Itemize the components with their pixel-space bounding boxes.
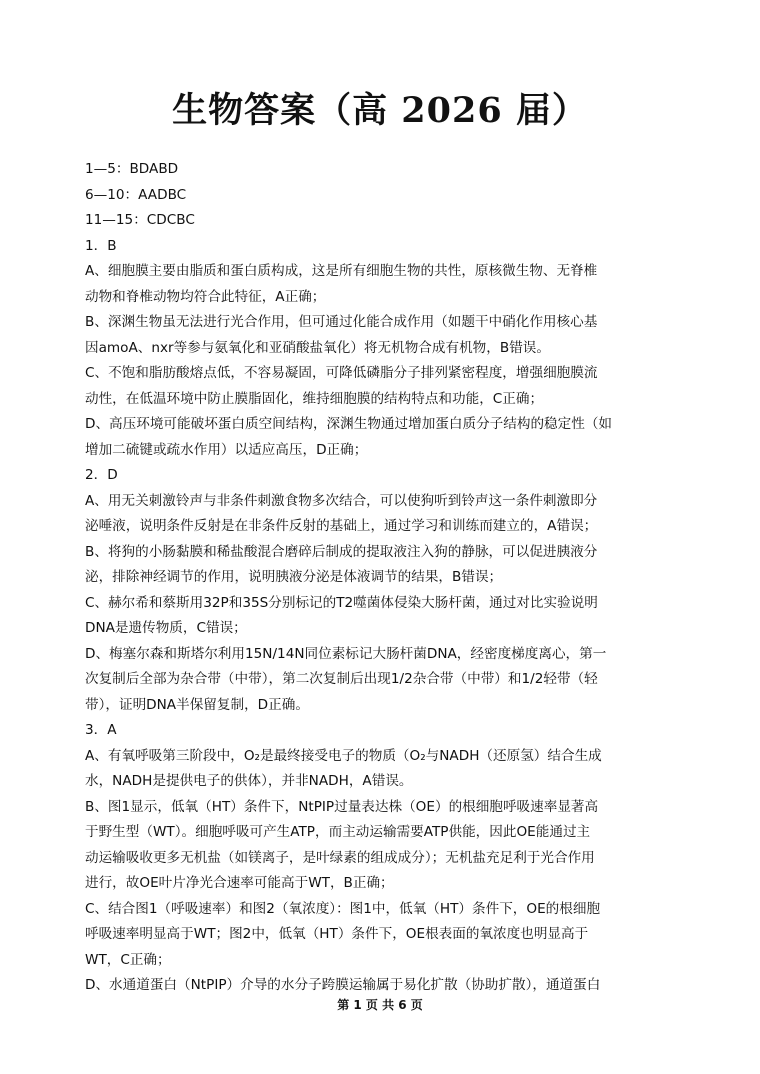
text-line: 动性，在低温环境中防止膜脂固化，维持细胞膜的结构特点和功能，C正确； — [85, 390, 544, 407]
text-line: A、细胞膜主要由脂质和蛋白质构成，这是所有细胞生物的共性，原核微生物、无脊椎 — [85, 263, 598, 279]
text-line: D、梅塞尔森和斯塔尔利用15N/14N同位素标记大肠杆菌DNA，经密度梯度离心，第一 — [85, 645, 607, 662]
text-line: C、结合图1（呼吸速率）和图2（氧浓度）：图1中，低氧（HT）条件下，OE的根细胞 — [85, 900, 601, 917]
text-line: 进行，故OE叶片净光合速率可能高于WT，B正确； — [85, 875, 394, 891]
text-line: C、不饱和脂肪酸熔点低，不容易凝固，可降低磷脂分子排列紧密程度，增强细胞膜流 — [85, 365, 598, 381]
text-line: 泌唾液，说明条件反射是在非条件反射的基础上，通过学习和训练而建立的，A错误； — [85, 518, 598, 534]
text-line: 水，NADH是提供电子的供体），并非NADH，A错误。 — [85, 773, 413, 789]
text-line: 动运输吸收更多无机盐（如镁离子，是叶绿素的组成成分）；无机盐充足利于光合作用 — [85, 849, 595, 866]
text-line: 1．B — [85, 237, 117, 254]
text-line: A、有氧呼吸第三阶段中，O₂是最终接受电子的物质（O₂与NADH（还原氢）结合生成 — [85, 747, 602, 764]
text-line: A、用无关刺激铃声与非条件刺激食物多次结合，可以使狗听到铃声这一条件刺激即分 — [85, 492, 598, 509]
text-line: D、高压环境可能破坏蛋白质空间结构，深渊生物通过增加蛋白质分子结构的稳定性（如 — [85, 416, 613, 432]
text-line: 1—5：BDABD — [85, 161, 179, 177]
text-line: B、将狗的小肠黏膜和稀盐酸混合磨碎后制成的提取液注入狗的静脉，可以促进胰液分 — [85, 543, 598, 560]
text-line: C、赫尔希和蔡斯用32P和35S分别标记的T2噬菌体侵染大肠杆菌，通过对比实验说明 — [85, 594, 598, 611]
text-line: 呼吸速率明显高于WT；图2中，低氧（HT）条件下，OE根表面的氧浓度也明显高于 — [85, 926, 589, 942]
text-line: 因amoA、nxr等参与氨氧化和亚硝酸盐氧化）将无机物合成有机物，B错误。 — [85, 339, 550, 356]
text-line: 泌，排除神经调节的作用，说明胰液分泌是体液调节的结果，B错误； — [85, 569, 503, 585]
text-line: 于野生型（WT）。细胞呼吸可产生ATP，而主动运输需要ATP供能，因此OE能通过主 — [85, 824, 591, 840]
text-line: 2．D — [85, 467, 118, 483]
text-line: 增加二硫键或疏水作用）以适应高压，D正确； — [85, 441, 368, 458]
text-line: 带），证明DNA半保留复制，D正确。 — [85, 696, 309, 713]
text-line: 3．A — [85, 722, 117, 738]
text-line: 次复制后全部为杂合带（中带），第二次复制后出现1/2杂合带（中带）和1/2轻带（轻 — [85, 671, 598, 687]
text-line: B、图1显示，低氧（HT）条件下，NtPIP过量表达株（OE）的根细胞呼吸速率显著高 — [85, 798, 599, 815]
text-line: 6—10：AADBC — [85, 186, 187, 203]
page-footer: 第 1 页 共 6 页 — [337, 998, 423, 1012]
text-line: WT，C正确； — [85, 951, 171, 968]
text-line: 11—15：CDCBC — [85, 212, 195, 228]
text-line: B、深渊生物虽无法进行光合作用，但可通过化能合成作用（如题干中硝化作用核心基 — [85, 314, 598, 330]
page-title: 生物答案（高 2026 届） — [172, 90, 588, 131]
text-line: DNA是遗传物质，C错误； — [85, 620, 247, 636]
answer-body — [85, 157, 675, 999]
text-line: 动物和脊椎动物均符合此特征，A正确； — [85, 288, 326, 305]
text-line: D、水通道蛋白（NtPIP）介导的水分子跨膜运输属于易化扩散（协助扩散），通道蛋白 — [85, 977, 601, 993]
